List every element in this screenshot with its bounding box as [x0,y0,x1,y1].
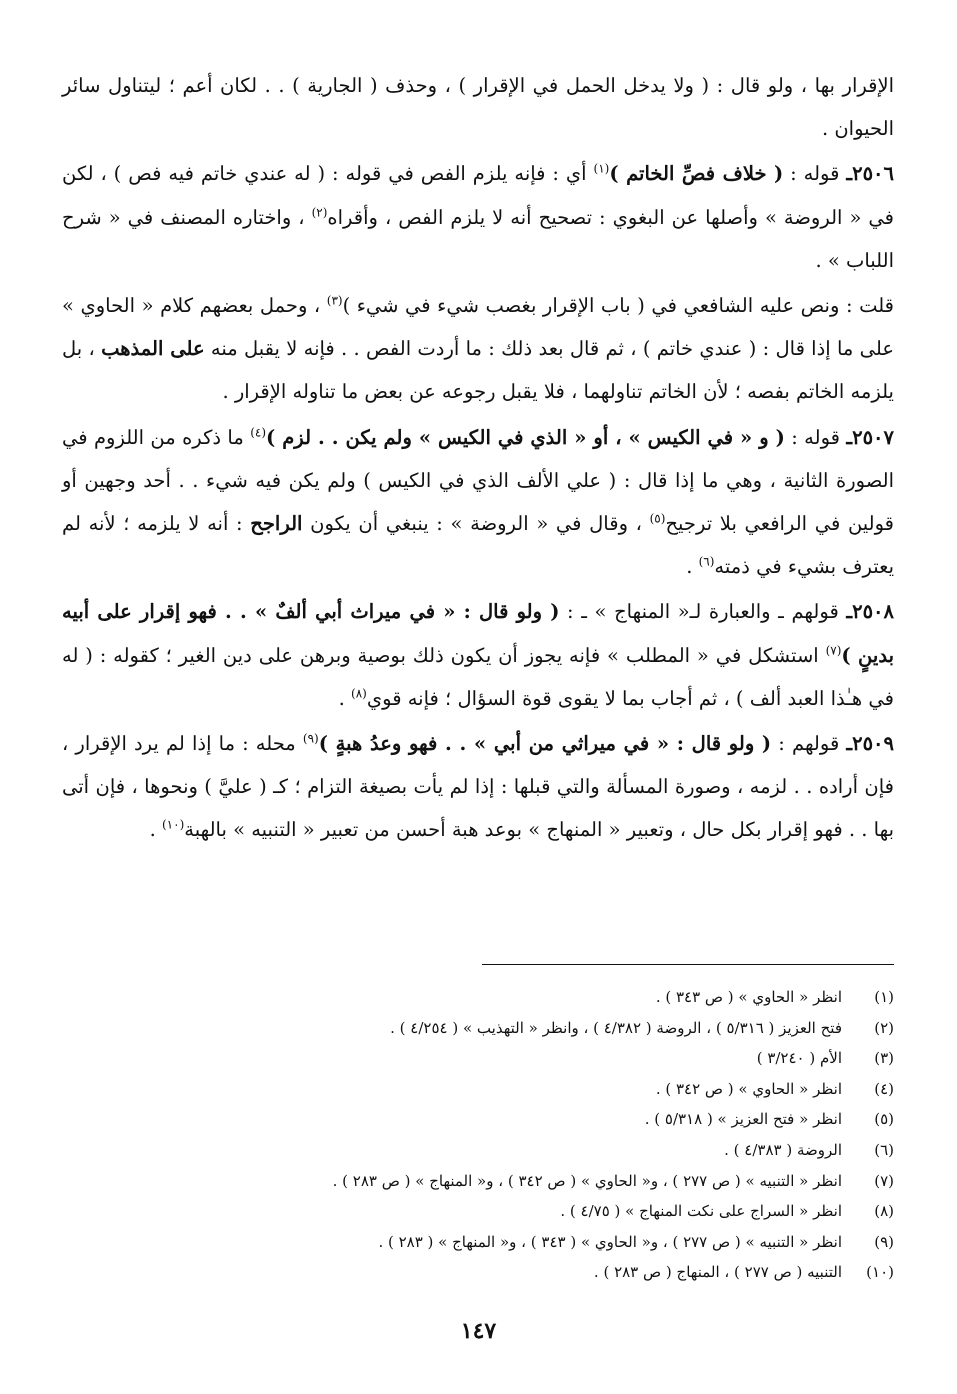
footnote-item [200,1166,894,1197]
footnote-text: انظر « التنبيه » ( ص ٢٧٧ ) ، و« الحاوي » ( ٣٤٣ ) ، و« المنهاج » ( ٢٨٣ ) . [378,1232,842,1251]
footnote-ref: (٤) [250,425,267,440]
footnote-item [200,1227,894,1258]
footnote-number: (١٠) [866,1263,894,1282]
footnote-number: (٥) [874,1110,894,1129]
text-run: محله : ما إذا لم يرد الإقرار ، فإن أراده . . لزمه ، وصورة المسألة والتي قبلها : إذا لم يأت بصيغة التزام ؛ كـ ( عليَّ ) ونحوها ، فإن أتى بها . . فهو إقرار بكل حال ، وتعبير « المنهاج » بوعد هبة أحسن من تعبير « التنبيه » بالهبة [62,732,894,842]
issue-number: ٢٥٠٧ـ [846,425,894,449]
footnote-item [200,1135,894,1166]
text-run: ، وحمل بعضهم كلام « الحاوي » على ما إذا قال : ( عندي خاتم ) ، ثم قال بعد ذلك : ما أردت الفص . . فإنه لا يقبل منه [62,294,895,361]
text-run: قولهم : [771,732,847,756]
footnote-ref: (٦) [698,554,715,569]
text-run: قلت : ونص عليه الشافعي في ( باب الإقرار بغصب شيء في شيء ) [342,294,894,318]
footnote-text: انظر « الحاوي » ( ص ٣٤٢ ) . [655,1079,842,1098]
footnote-item [200,1104,894,1135]
footnote-number: (٣) [874,1049,894,1068]
text-run: ، وقال في « الروضة » : ينبغي أن يكون [302,512,650,536]
text-run: ما ذكره من اللزوم في الصورة الثانية ، وهي ما إذا قال : ( علي الألف الذي في الكيس ) ولم يكن فيه شيء . . أحد وجهين أو قولين في الرافعي بلا ترجيح [62,425,895,536]
paragraph [62,416,894,589]
paragraph [62,152,894,282]
text-run: ، بل يلزمه الخاتم بفصه ؛ لأن الخاتم تناولهما ، فلا يقبل رجوعه عن بعض ما تناوله الإقرار . [62,337,894,404]
quoted-text: ( خلاف فصِّ الخاتم ) [609,162,784,186]
footnote-ref: (٩) [302,731,319,746]
footnote-ref: (٢) [311,205,328,220]
footnote-ref: (١) [593,161,610,176]
main-text [62,64,894,854]
text-run: أي : فإنه يلزم الفص في قوله : ( له عندي خاتم فيه فص ) ، لكن في « الروضة » وأصلها عن البغوي : تصحيح أنه لا يلزم الفص ، وأقراه [62,162,894,229]
footnote-item [200,1074,894,1105]
footnote-text: التنبيه ( ص ٢٧٧ ) ، المنهاج ( ص ٢٨٣ ) . [593,1263,842,1282]
footnote-text: الروضة ( ٤/٣٨٣ ) . [724,1140,842,1159]
text-run: : أنه لا يلزمه ؛ لأنه لم يعترف بشيء في ذمته [62,512,894,579]
footnote-item [200,1013,894,1044]
footnote-number: (٤) [874,1079,894,1098]
footnote-item [200,1043,894,1074]
footnote-ref: (٥) [649,511,666,526]
issue-number: ٢٥٠٦ـ [846,162,894,186]
footnote-text: انظر « الحاوي » ( ص ٣٤٣ ) . [655,988,842,1006]
issue-number: ٢٥٠٩ـ [846,732,895,756]
text-run: . [686,555,699,579]
text-run: . [338,686,352,710]
quoted-text: ( و « في الكيس » ، أو « الذي في الكيس » ولم يكن . . لزم ) [266,425,785,449]
paragraph [62,284,894,414]
footnote-ref: (١٠) [161,817,185,832]
footnote-ref: (٨) [351,686,367,701]
footnote-ref: (٣) [326,293,343,308]
text-run: قوله : [784,425,847,449]
footnote-number: (٨) [874,1202,894,1221]
quoted-text: على المذهب [101,337,205,361]
footnote-number: (٢) [874,1018,894,1037]
footnote-item [200,982,894,1013]
footnote-text: انظر « فتح العزيز » ( ٥/٣١٨ ) . [644,1110,842,1129]
quoted-text: ( ولو قال : « في ميراث أبي ألفٌ » . . فهو إقرار على أبيه بدينٍ ) [62,600,894,667]
footnote-item [200,1257,894,1288]
text-run: قولهم ـ والعبارة لـ« المنهاج » ـ : [559,600,847,624]
issue-number: ٢٥٠٨ـ [846,600,894,624]
paragraph [62,64,894,150]
footnote-ref: (٧) [825,643,842,658]
text-run: استشكل في « المطلب » فإنه يجوز أن يكون ذلك بوصية وبرهن على دين الغير ؛ كقوله : ( له في هـٰذا العبد ألف ) ، ثم أجاب بما لا يقوى قوة السؤال ؛ فإنه قوي [62,643,894,710]
paragraph [62,722,894,852]
quoted-text: الراجح [250,512,303,536]
paragraph [62,590,894,720]
footnote-text: انظر « التنبيه » ( ص ٢٧٧ ) ، و« الحاوي » ( ص ٣٤٢ ) ، و« المنهاج » ( ص ٢٨٣ ) . [332,1171,842,1190]
text-run: . [149,818,162,842]
footnote-text: الأم ( ٣/٢٤٠ ) [756,1049,842,1068]
text-run: قوله : [783,162,847,186]
footnote-text: انظر « السراج على نكت المنهاج » ( ٤/٧٥ ) . [560,1202,842,1221]
text-run: الإقرار بها ، ولو قال : ( ولا يدخل الحمل في الإقرار ) ، وحذف ( الجارية ) . . لكان أعم ؛ ليتناول سائر الحيوان . [62,74,894,141]
footnotes-list [200,982,894,1288]
footnote-text: فتح العزيز ( ٥/٣١٦ ) ، الروضة ( ٤/٣٨٢ ) ، وانظر « التهذيب » ( ٤/٢٥٤ ) . [390,1018,842,1037]
footnote-number: (٦) [874,1140,894,1159]
footnote-divider [482,964,894,965]
footnote-number: (٧) [874,1171,894,1190]
footnote-number: (٩) [874,1232,894,1251]
footnote-item [200,1196,894,1227]
page-number: ١٤٧ [460,1318,497,1344]
footnote-number: (١) [874,988,894,1006]
text-run: ، واختاره المصنف في « شرح اللباب » . [62,205,894,272]
quoted-text: ( ولو قال : « في ميراثي من أبي » . . فهو وعدُ هبةٍ ) [318,732,772,756]
